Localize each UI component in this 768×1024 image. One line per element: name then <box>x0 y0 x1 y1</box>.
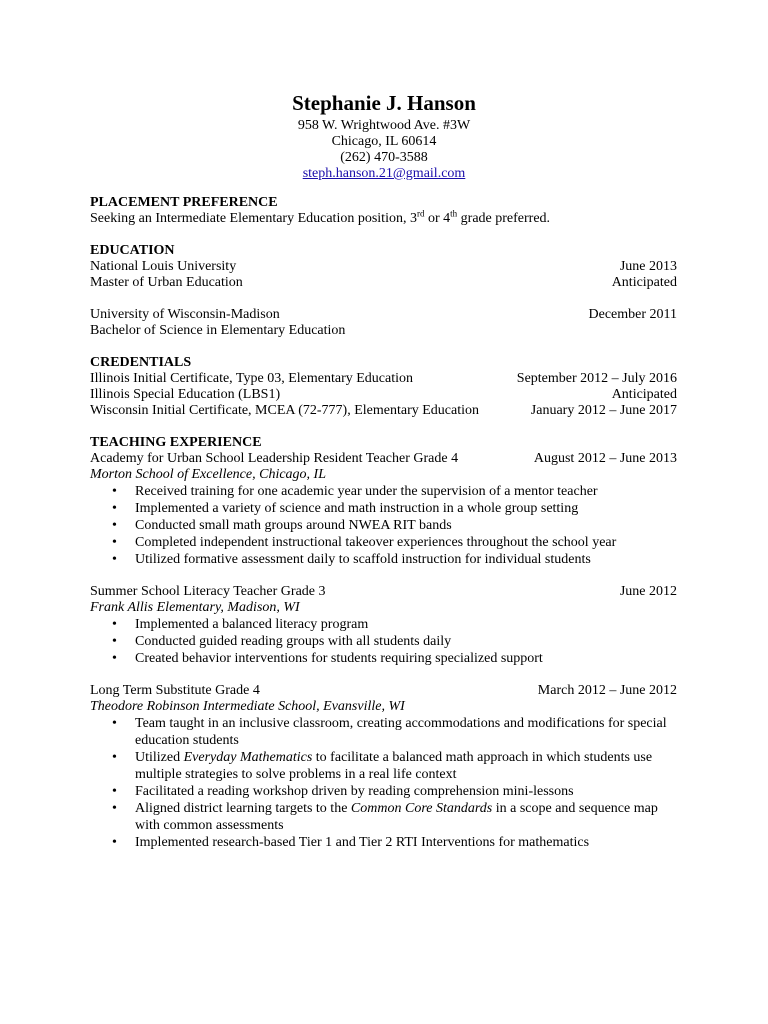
job-header <box>90 584 677 600</box>
credential-date: January 2012 – June 2017 <box>530 403 677 418</box>
education-date: June 2013 <box>619 259 677 274</box>
bullet-text-part: Aligned district learning targets to the <box>135 801 351 816</box>
bullet-icon: • <box>112 484 117 499</box>
bullet-icon: • <box>112 518 117 533</box>
bullet-text: Received training for one academic year under the supervision of a mentor teacher <box>135 484 598 499</box>
bullet-text: Team taught in an inclusive classroom, creating accommodations and modifications for special <box>135 716 667 731</box>
bullet-icon: • <box>112 784 117 799</box>
job-location: Morton School of Excellence, Chicago, IL <box>90 467 326 482</box>
job-bullet-list <box>90 715 677 851</box>
education-section <box>90 243 677 339</box>
list-item <box>90 650 677 667</box>
bullet-text: Completed independent instructional takeover experiences throughout the school year <box>135 535 617 550</box>
standards-name: Common Core Standards <box>350 801 493 816</box>
job-entry <box>90 683 677 851</box>
list-item <box>90 783 677 800</box>
resume-header <box>0 90 768 182</box>
bullet-text: with common assessments <box>135 818 284 833</box>
credential-date: September 2012 – July 2016 <box>516 371 677 386</box>
placement-text-part: grade preferred. <box>457 211 551 226</box>
education-row <box>90 307 677 323</box>
bullet-text: Implemented research-based Tier 1 and Tier 2 RTI Interventions for mathematics <box>135 835 590 850</box>
list-item <box>90 800 677 834</box>
job-title: Summer School Literacy Teacher Grade 3 <box>90 584 326 599</box>
bullet-text: Facilitated a reading workshop driven by reading comprehension mini-lessons <box>135 784 574 799</box>
placement-text-part: or 4 <box>424 211 451 226</box>
education-status: Anticipated <box>611 275 677 290</box>
bullet-text <box>135 749 677 766</box>
school-name: National Louis University <box>90 259 237 274</box>
bullet-icon: • <box>112 634 117 649</box>
school-name: University of Wisconsin-Madison <box>90 307 280 322</box>
bullet-text: education students <box>135 733 239 748</box>
job-entry <box>90 451 677 568</box>
bullet-text: Conducted small math groups around NWEA RIT bands <box>135 518 452 533</box>
credential-row <box>90 387 677 403</box>
job-location: Frank Allis Elementary, Madison, WI <box>90 600 300 615</box>
job-bullet-list <box>90 616 677 667</box>
list-item <box>90 551 677 568</box>
credential-name: Illinois Initial Certificate, Type 03, Elementary Education <box>90 371 413 386</box>
experience-section <box>90 435 677 851</box>
bullet-text-part: to facilitate a balanced math approach in which students use <box>312 750 653 765</box>
bullet-text-part: in a scope and sequence map <box>492 801 658 816</box>
applicant-name: Stephanie J. Hanson <box>292 91 476 115</box>
credential-row <box>90 371 677 387</box>
job-header <box>90 451 677 467</box>
placement-heading: PLACEMENT PREFERENCE <box>90 195 278 210</box>
job-title: Academy for Urban School Leadership Resident Teacher Grade 4 <box>90 451 459 466</box>
list-item <box>90 715 677 749</box>
job-location: Theodore Robinson Intermediate School, Evansville, WI <box>90 699 405 714</box>
degree-name: Bachelor of Science in Elementary Education <box>90 323 346 338</box>
bullet-icon: • <box>112 535 117 550</box>
program-name: Everyday Mathematics <box>183 750 313 765</box>
list-item <box>90 534 677 551</box>
list-item <box>90 749 677 783</box>
credential-name: Illinois Special Education (LBS1) <box>90 387 281 402</box>
list-item <box>90 517 677 534</box>
degree-name: Master of Urban Education <box>90 275 243 290</box>
job-date: August 2012 – June 2013 <box>533 451 677 466</box>
bullet-icon: • <box>112 750 117 765</box>
address-line-2: Chicago, IL 60614 <box>331 134 437 149</box>
education-heading: EDUCATION <box>90 243 175 258</box>
placement-text-part: Seeking an Intermediate Elementary Education position, 3 <box>90 211 417 226</box>
job-title: Long Term Substitute Grade 4 <box>90 683 260 698</box>
experience-heading: TEACHING EXPERIENCE <box>90 435 262 450</box>
bullet-text-part: Utilized <box>135 750 184 765</box>
ordinal-suffix: th <box>450 208 458 219</box>
ordinal-suffix: rd <box>416 208 425 219</box>
credentials-heading: CREDENTIALS <box>90 355 192 370</box>
credentials-section <box>90 355 677 419</box>
education-row <box>90 259 677 275</box>
phone-number: (262) 470-3588 <box>340 150 428 165</box>
email-link[interactable]: steph.hanson.21@gmail.com <box>302 166 466 181</box>
placement-text <box>90 208 677 227</box>
education-date: December 2011 <box>588 307 677 322</box>
job-header <box>90 683 677 699</box>
job-date: March 2012 – June 2012 <box>537 683 677 698</box>
bullet-text: Implemented a variety of science and math instruction in a whole group setting <box>135 501 579 516</box>
resume-body <box>90 195 677 851</box>
bullet-text <box>135 800 677 817</box>
list-item <box>90 616 677 633</box>
bullet-icon: • <box>112 716 117 731</box>
bullet-icon: • <box>112 617 117 632</box>
bullet-icon: • <box>112 835 117 850</box>
bullet-icon: • <box>112 552 117 567</box>
list-item <box>90 633 677 650</box>
bullet-text: Conducted guided reading groups with all students daily <box>135 634 452 649</box>
bullet-text: Implemented a balanced literacy program <box>135 617 369 632</box>
education-row <box>90 323 677 339</box>
job-date: June 2012 <box>619 584 677 599</box>
bullet-icon: • <box>112 801 117 816</box>
education-row <box>90 275 677 291</box>
bullet-icon: • <box>112 651 117 666</box>
list-item <box>90 834 677 851</box>
credential-date: Anticipated <box>611 387 677 402</box>
bullet-text: Utilized formative assessment daily to scaffold instruction for individual students <box>135 552 591 567</box>
list-item <box>90 500 677 517</box>
bullet-icon: • <box>112 501 117 516</box>
credential-row <box>90 403 677 419</box>
bullet-text: Created behavior interventions for students requiring specialized support <box>135 651 543 666</box>
bullet-text: multiple strategies to solve problems in a real life context <box>135 767 457 782</box>
credential-name: Wisconsin Initial Certificate, MCEA (72-777), Elementary Education <box>90 403 479 418</box>
address-line-1: 958 W. Wrightwood Ave. #3W <box>297 118 471 133</box>
job-bullet-list <box>90 483 677 568</box>
job-entry <box>90 584 677 667</box>
list-item <box>90 483 677 500</box>
placement-section <box>90 195 677 227</box>
